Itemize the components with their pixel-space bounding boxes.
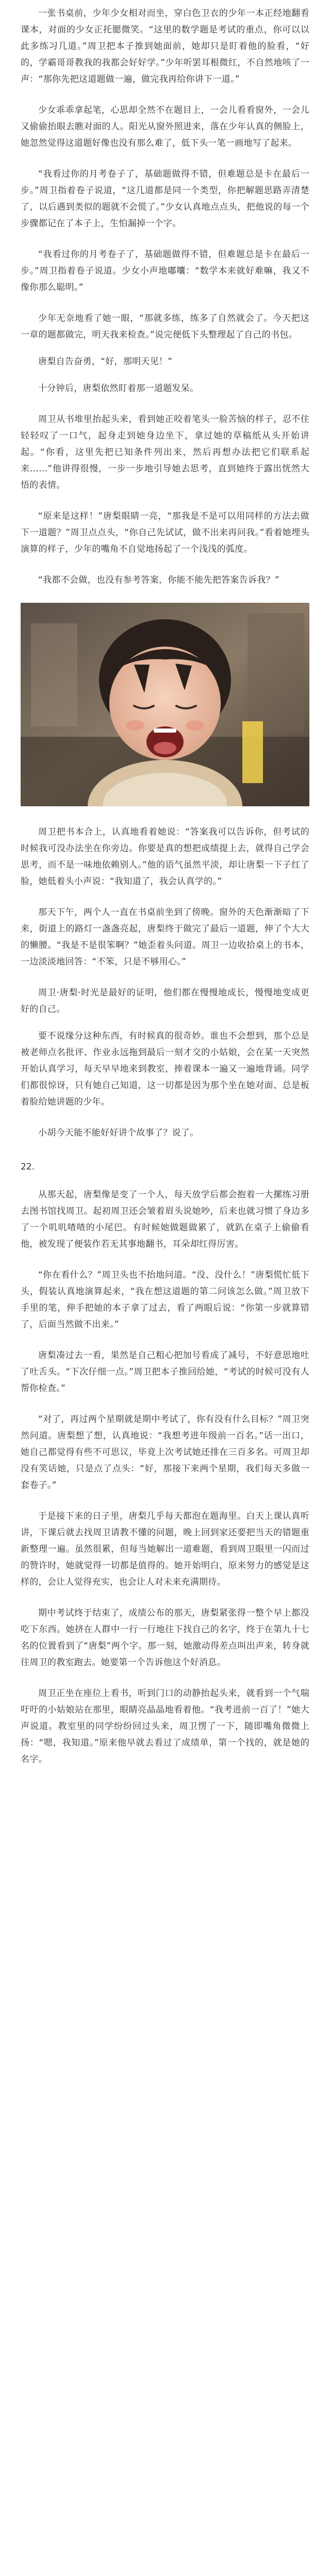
article-paragraph: 唐梨凑过去一看，果然是自己粗心把加号看成了减号，不好意思地吐了吐舌头。“下次仔细一点。”周卫把本子推回给她，“考试的时候可没有人帮你检查。”: [21, 1350, 309, 1394]
chapter-number: 22.: [21, 1162, 35, 1172]
article-paragraph: 少年无奈地看了她一眼，“那就多练，练多了自然就会了。今天把这一章的题都做完，明天我来检查。”说完便低下头整理起了自己的书包。: [21, 313, 309, 340]
article-paragraph: 于是接下来的日子里，唐梨几乎每天都泡在题海里。白天上课认真听讲，下课后就去找周卫请教不懂的问题，晚上回到家还要把当天的错题重新整理一遍。虽然很累，但每当她解出一道难题，看到周卫眼里一闪而过的赞许时，她就觉得一切都是值得的。她开始明白，原来努力的感觉是这样的，会让人觉得充实，也会让人对未来充满期待。: [21, 1511, 309, 1587]
article-paragraph: 期中考试终于结束了，成绩公布的那天，唐梨紧张得一整个早上都没吃下东西。她挤在人群中一行一行地往下找自己的名字，终于在第九十七名的位置看到了“唐梨”两个字。那一刻，她激动得差点叫出声来，转身就往周卫的教室跑去。她要第一个告诉他这个好消息。: [21, 1608, 309, 1668]
article-paragraph: “你在看什么？”周卫头也不抬地问道。“没、没什么！”唐梨慌忙低下头，假装认真地演算起来，“我在想这道题的第二问该怎么做。”周卫放下手里的笔，伸手把她的本子拿了过去，看了两眼后说：“你第一步就算错了，后面当然做不出来。”: [21, 1270, 309, 1330]
article-paragraph: 一张书桌前，少年少女相对而坐，穿白色卫衣的少年一本正经地翻看课本，对面的少女正托腮微笑。“这里的数学题是考试的重点，你可以以此多练习几道。”周卫把本子推到她面前，她却只是盯着他的脸看，“好的，学霸哥哥教我的我都会好好学。”少年听罢耳根微红，不自然地咳了一声：“那你先把这道题做一遍，做完我再给你讲下一道。”: [21, 8, 309, 84]
crying-child-photo-illustration: [21, 603, 309, 806]
article-paragraph: 周卫·唐梨·时光是最好的证明，他们都在慢慢地成长，慢慢地变成更好的自己。: [21, 988, 309, 1014]
article-paragraph: “原来是这样！”唐梨眼睛一亮，“那我是不是可以用同样的方法去做下一道题？”周卫点点头，“你自己先试试，做不出来再问我。”看着她埋头演算的样子，少年的嘴角不自觉地扬起了一个浅浅的弧度。: [21, 511, 309, 554]
article-paragraph: 十分钟后，唐梨依然盯着那一道题发呆。: [38, 383, 199, 394]
article-paragraph: 少女乖乖拿起笔，心思却全然不在题目上，一会儿看看窗外，一会儿又偷偷抬眼去瞧对面的人。阳光从窗外照进来，落在少年认真的侧脸上，她忽然觉得这道题好像也没有那么难了，低下头一笔一画地写了起来。: [21, 105, 309, 148]
article-paragraph: “对了，再过两个星期就是期中考试了，你有没有什么目标？”周卫突然问道。唐梨想了想，认真地说：“我想考进年级前一百名。”话一出口，她自己都觉得有些不可思议，毕竟上次考试她还排在三百多名。可周卫却没有笑话她，只是点了点头：“好，那接下来两个星期，我们每天多做一套卷子。”: [21, 1414, 309, 1490]
article-paragraph: “我看过你的月考卷子了，基础题做得不错，但难题总是卡在最后一步。”周卫指着卷子说道，“这几道都是同一个类型，你把解题思路弄清楚了，以后遇到类似的题就不会慌了。”少女认真地点点头，把他说的每一个步骤都记在了本子上，生怕漏掉一个字。: [21, 169, 309, 229]
article-paragraph: 那天下午，两个人一直在书桌前坐到了傍晚。窗外的天色渐渐暗了下来，街道上的路灯一盏盏亮起，唐梨终于做完了最后一道题，伸了个大大的懒腰。“我是不是很笨啊？”她歪着头问道。周卫一边收拾桌上的书本，一边淡淡地回答：“不笨，只是不够用心。”: [21, 907, 309, 967]
article-paragraph: “我看过你的月考卷子了，基础题做得不错，但难题总是卡在最后一步。”周卫指着卷子说道。少女小声地嘟囔：“数学本来就好难嘛，我又不像你那么聪明。”: [21, 249, 309, 293]
article-paragraph: 要不说缘分这种东西，有时候真的很奇妙。谁也不会想到，那个总是被老师点名批评、作业永远拖到最后一刻才交的小姑娘，会在某一天突然开始认真学习，每天早早地来到教室，捧着课本一遍又一遍地背诵。同学们都很惊讶，只有她自己知道，这一切都是因为那个坐在她对面、总是板着脸给她讲题的少年。: [21, 1031, 309, 1107]
article-paragraph: 周卫从书堆里抬起头来，看到她正咬着笔头一脸苦恼的样子，忍不住轻轻叹了一口气，起身走到她身边坐下，拿过她的草稿纸从头开始讲起。“你看，这里先把已知条件列出来，然后再想办法把它们联系起来……”他讲得很慢，一步一步地引导她去思考，直到她终于露出恍然大悟的表情。: [21, 414, 309, 490]
article-paragraph: 从那天起，唐梨像是变了一个人，每天放学后都会抱着一大摞练习册去图书馆找周卫。起初周卫还会皱着眉头说她吵，后来也就习惯了身边多了一个叽叽喳喳的小尾巴。有时候她做题做累了，就趴在桌子上偷偷看他，被发现了便装作若无其事地翻书，耳朵却红得厉害。: [21, 1190, 309, 1249]
article-paragraph: 唐梨自告奋勇，“好，那明天见！”: [38, 357, 173, 367]
article-paragraph: “我都不会做，也没有参考答案，你能不能先把答案告诉我？”: [38, 575, 280, 585]
article-paragraph: 小胡今天能不能好好讲个故事了？说了。: [38, 1128, 199, 1138]
article-paragraph: 周卫把书本合上，认真地看着她说：“答案我可以告诉你，但考试的时候我可没办法坐在你旁边。你要是真的想把成绩提上去，就得自己学会思考，而不是一味地依赖别人。”他的语气虽然平淡，却让唐梨一下子红了脸，她低着头小声说：“我知道了，我会认真学的。”: [21, 827, 309, 887]
article-paragraph: 周卫正坐在座位上看书，听到门口的动静抬起头来，就看到一个气喘吁吁的小姑娘站在那里，眼睛亮晶晶地看着他。“我考进前一百了！”她大声说道。教室里的同学纷纷回过头来，周卫愣了一下，随即嘴角微微上扬：“嗯，我知道。”原来他早就去看过了成绩单，第一个找的，就是她的名字。: [21, 1688, 309, 1765]
story-photo: [21, 603, 309, 806]
